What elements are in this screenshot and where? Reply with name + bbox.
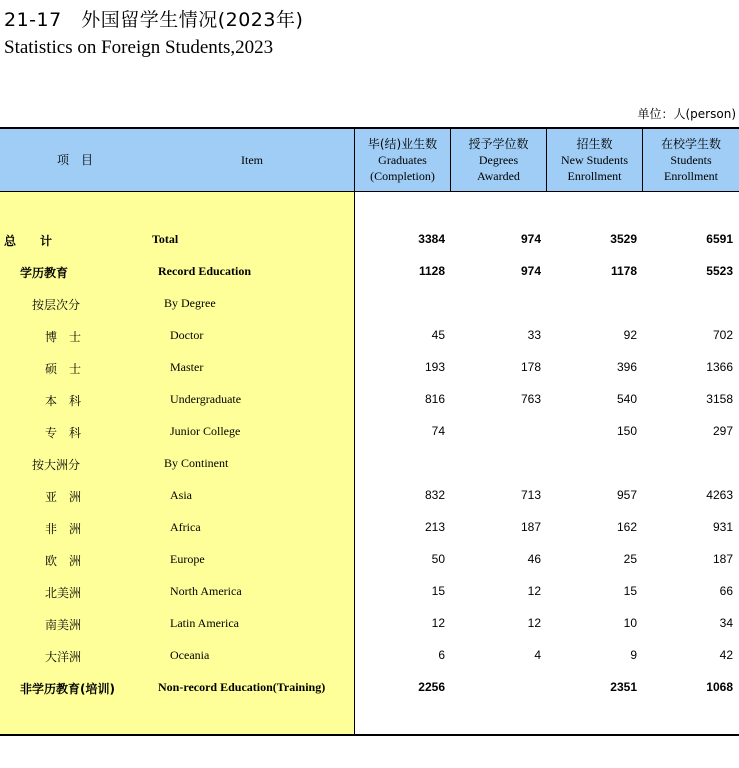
row-label-cn: 大洋洲 (45, 650, 82, 664)
cell-graduates: 1128 (418, 264, 445, 278)
cell-graduates: 6 (438, 648, 445, 662)
row-label-cn: 南美洲 (45, 618, 82, 632)
row-label-cn: 专 科 (45, 426, 82, 440)
header-item-cn-label: 项 目 (56, 153, 93, 167)
row-label-en: Junior College (170, 424, 241, 438)
row-label-cn: 欧 洲 (45, 554, 82, 568)
header-graduates-cn: 毕(结)业生数 (367, 137, 438, 151)
page-title-en: Statistics on Foreign Students,2023 (4, 37, 274, 58)
header-enroll-en: Students (670, 153, 712, 167)
cell-enroll: 3158 (706, 392, 733, 406)
row-label-cn: 博 士 (45, 330, 82, 344)
cell-new: 15 (623, 584, 637, 598)
header-graduates (355, 129, 450, 191)
cell-enroll: 1366 (706, 360, 733, 374)
table-row (0, 358, 739, 378)
header-item-en (150, 129, 354, 191)
table-row (0, 454, 739, 474)
row-label-cn: 非 洲 (45, 522, 82, 536)
cell-enroll: 66 (719, 584, 733, 598)
table-row (0, 518, 739, 538)
cell-enroll: 4263 (706, 488, 733, 502)
cell-new: 2351 (610, 680, 637, 694)
row-label-cn: 按大洲分 (32, 458, 81, 472)
header-degrees-en: Degrees (478, 153, 519, 167)
cell-graduates: 2256 (418, 680, 445, 694)
cell-new: 92 (623, 328, 637, 342)
table-row (0, 678, 739, 698)
cell-new: 396 (616, 360, 637, 374)
header-new-students (547, 129, 642, 191)
cell-graduates: 816 (424, 392, 445, 406)
cell-graduates: 213 (424, 520, 445, 534)
cell-enroll: 34 (719, 616, 733, 630)
cell-new: 540 (616, 392, 637, 406)
table-row (0, 390, 739, 410)
cell-graduates: 74 (431, 424, 445, 438)
table-row (0, 550, 739, 570)
header-new-en2: Enrollment (567, 169, 622, 183)
row-label-cn: 学历教育 (20, 266, 69, 280)
cell-new: 957 (616, 488, 637, 502)
cell-enroll: 297 (712, 424, 733, 438)
cell-degrees: 974 (520, 232, 541, 246)
header-item-en-label: Item (241, 153, 263, 167)
cell-new: 25 (623, 552, 637, 566)
unit-label: 单位：人(person) (637, 107, 736, 121)
row-label-cn: 按层次分 (32, 298, 81, 312)
row-label-en: North America (170, 584, 242, 598)
row-label-en: Total (152, 232, 179, 246)
cell-enroll: 1068 (706, 680, 733, 694)
header-graduates-en: Graduates (378, 153, 427, 167)
row-label-cn: 非学历教育(培训) (20, 682, 115, 696)
header-enroll-cn: 在校学生数 (660, 137, 721, 151)
row-label-en: By Continent (164, 456, 229, 470)
row-label-cn: 本 科 (45, 394, 82, 408)
cell-enroll: 702 (712, 328, 733, 342)
cell-graduates: 3384 (418, 232, 445, 246)
cell-degrees: 713 (520, 488, 541, 502)
cell-enroll: 187 (712, 552, 733, 566)
cell-enroll: 931 (712, 520, 733, 534)
table-row (0, 486, 739, 506)
table-row (0, 646, 739, 666)
bottom-rule (0, 734, 739, 736)
header-enrollment (643, 129, 739, 191)
cell-degrees: 33 (527, 328, 541, 342)
row-label-cn: 北美洲 (45, 586, 82, 600)
cell-enroll: 42 (719, 648, 733, 662)
cell-enroll: 6591 (706, 232, 733, 246)
header-new-en: New Students (561, 153, 628, 167)
cell-graduates: 12 (431, 616, 445, 630)
cell-new: 150 (616, 424, 637, 438)
row-label-cn: 亚 洲 (45, 490, 82, 504)
cell-graduates: 45 (431, 328, 445, 342)
row-label-en: Latin America (170, 616, 239, 630)
cell-new: 3529 (610, 232, 637, 246)
cell-new: 10 (623, 616, 637, 630)
cell-degrees: 12 (527, 616, 541, 630)
row-label-en: Master (170, 360, 204, 374)
header-degrees-cn: 授予学位数 (468, 137, 529, 151)
row-label-en: Asia (170, 488, 192, 502)
cell-graduates: 15 (431, 584, 445, 598)
cell-degrees: 187 (520, 520, 541, 534)
cell-degrees: 974 (520, 264, 541, 278)
cell-graduates: 193 (424, 360, 445, 374)
table-row (0, 230, 739, 250)
row-label-en: Undergraduate (170, 392, 242, 406)
header-enroll-en2: Enrollment (664, 169, 718, 183)
table-row (0, 326, 739, 346)
page-title-cn: 21-17 外国留学生情况(2023年) (4, 9, 304, 31)
row-label-cn: 总 计 (4, 234, 53, 248)
cell-degrees: 763 (520, 392, 541, 406)
header-degrees-en2: Awarded (477, 169, 520, 183)
row-label-en: Non-record Education(Training) (158, 680, 326, 694)
table-row (0, 422, 739, 442)
table-header (0, 129, 739, 192)
cell-degrees: 178 (520, 360, 541, 374)
row-label-en: Doctor (170, 328, 204, 342)
row-label-en: Oceania (170, 648, 210, 662)
cell-graduates: 832 (424, 488, 445, 502)
table-row (0, 262, 739, 282)
table-row (0, 294, 739, 314)
cell-enroll: 5523 (706, 264, 733, 278)
row-label-cn: 硕 士 (45, 362, 82, 376)
cell-graduates: 50 (431, 552, 445, 566)
cell-degrees: 4 (534, 648, 541, 662)
header-new-cn: 招生数 (576, 137, 613, 151)
header-item-cn (0, 129, 150, 191)
header-degrees (451, 129, 546, 191)
cell-new: 9 (630, 648, 637, 662)
row-label-en: Africa (170, 520, 201, 534)
cell-degrees: 12 (527, 584, 541, 598)
cell-degrees: 46 (527, 552, 541, 566)
row-label-en: Record Education (158, 264, 251, 278)
cell-new: 1178 (610, 264, 637, 278)
cell-new: 162 (616, 520, 637, 534)
header-graduates-en2: (Completion) (370, 169, 435, 183)
table-row (0, 582, 739, 602)
table-row (0, 614, 739, 634)
row-label-en: By Degree (164, 296, 216, 310)
row-label-en: Europe (170, 552, 205, 566)
